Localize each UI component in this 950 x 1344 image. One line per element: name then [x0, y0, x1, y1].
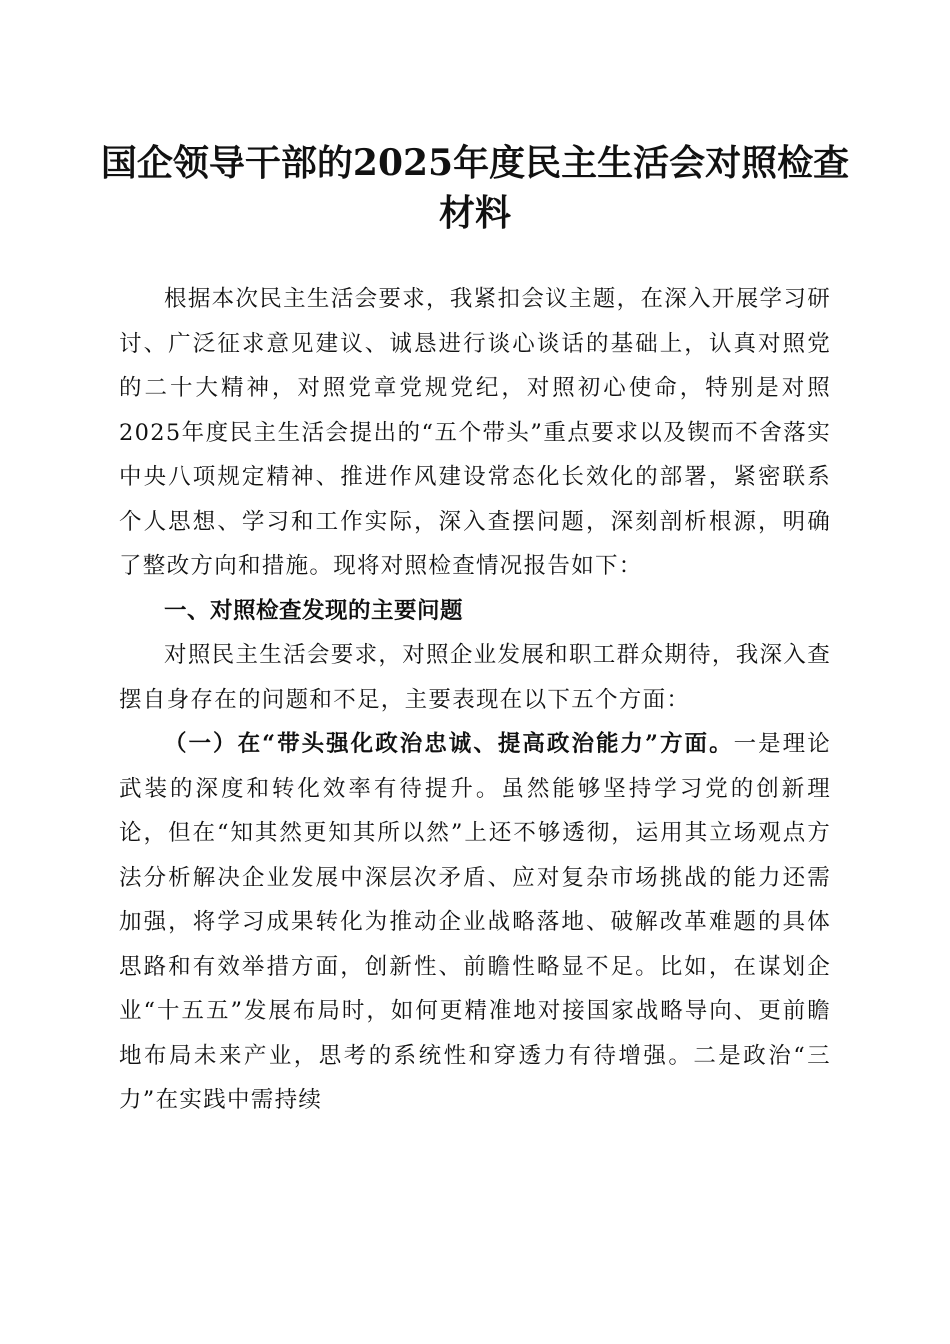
section-heading: 一、对照检查发现的主要问题	[164, 597, 464, 624]
document-body	[119, 277, 831, 1123]
section-intro-paragraph: 对照民主生活会要求，对照企业发展和职工群众期待，我深入查摆自身存在的问题和不足，主要表现在以下五个方面：	[119, 642, 831, 713]
intro-paragraph: 根据本次民主生活会要求，我紧扣会议主题，在深入开展学习研讨、广泛征求意见建议、诚恳进行谈心谈话的基础上，认真对照党的二十大精神，对照党章党规党纪，对照初心使命，特别是对照2025年度民主生活会提出的“五个带头”重点要求以及锲而不舍落实中央八项规定精神、推进作风建设常态化长效化的部署，紧密联系个人思想、学习和工作实际，深入查摆问题，深刻剖析根源，明确了整改方向和措施。现将对照检查情况报告如下：	[119, 286, 831, 579]
item-text: 一是理论武装的深度和转化效率有待提升。虽然能够坚持学习党的创新理论，但在“知其然更知其所以然”上还不够透彻，运用其立场观点方法分析解决企业发展中深层次矛盾、应对复杂市场挑战的能力还需加强，将学习成果转化为推动企业战略落地、破解改革难题的具体思路和有效举措方面，创新性、前瞻性略显不足。比如，在谋划企业“十五五”发展布局时，如何更精准地对接国家战略导向、更前瞻地布局未来产业，思考的系统性和穿透力有待增强。二是政治“三力”在实践中需持续	[119, 731, 831, 1113]
item-lead: （一）在“带头强化政治忠诚、提高政治能力”方面。	[164, 731, 734, 757]
item-paragraph	[119, 722, 831, 1123]
document-title: 国企领导干部的2025年度民主生活会对照检查材料	[100, 142, 850, 234]
